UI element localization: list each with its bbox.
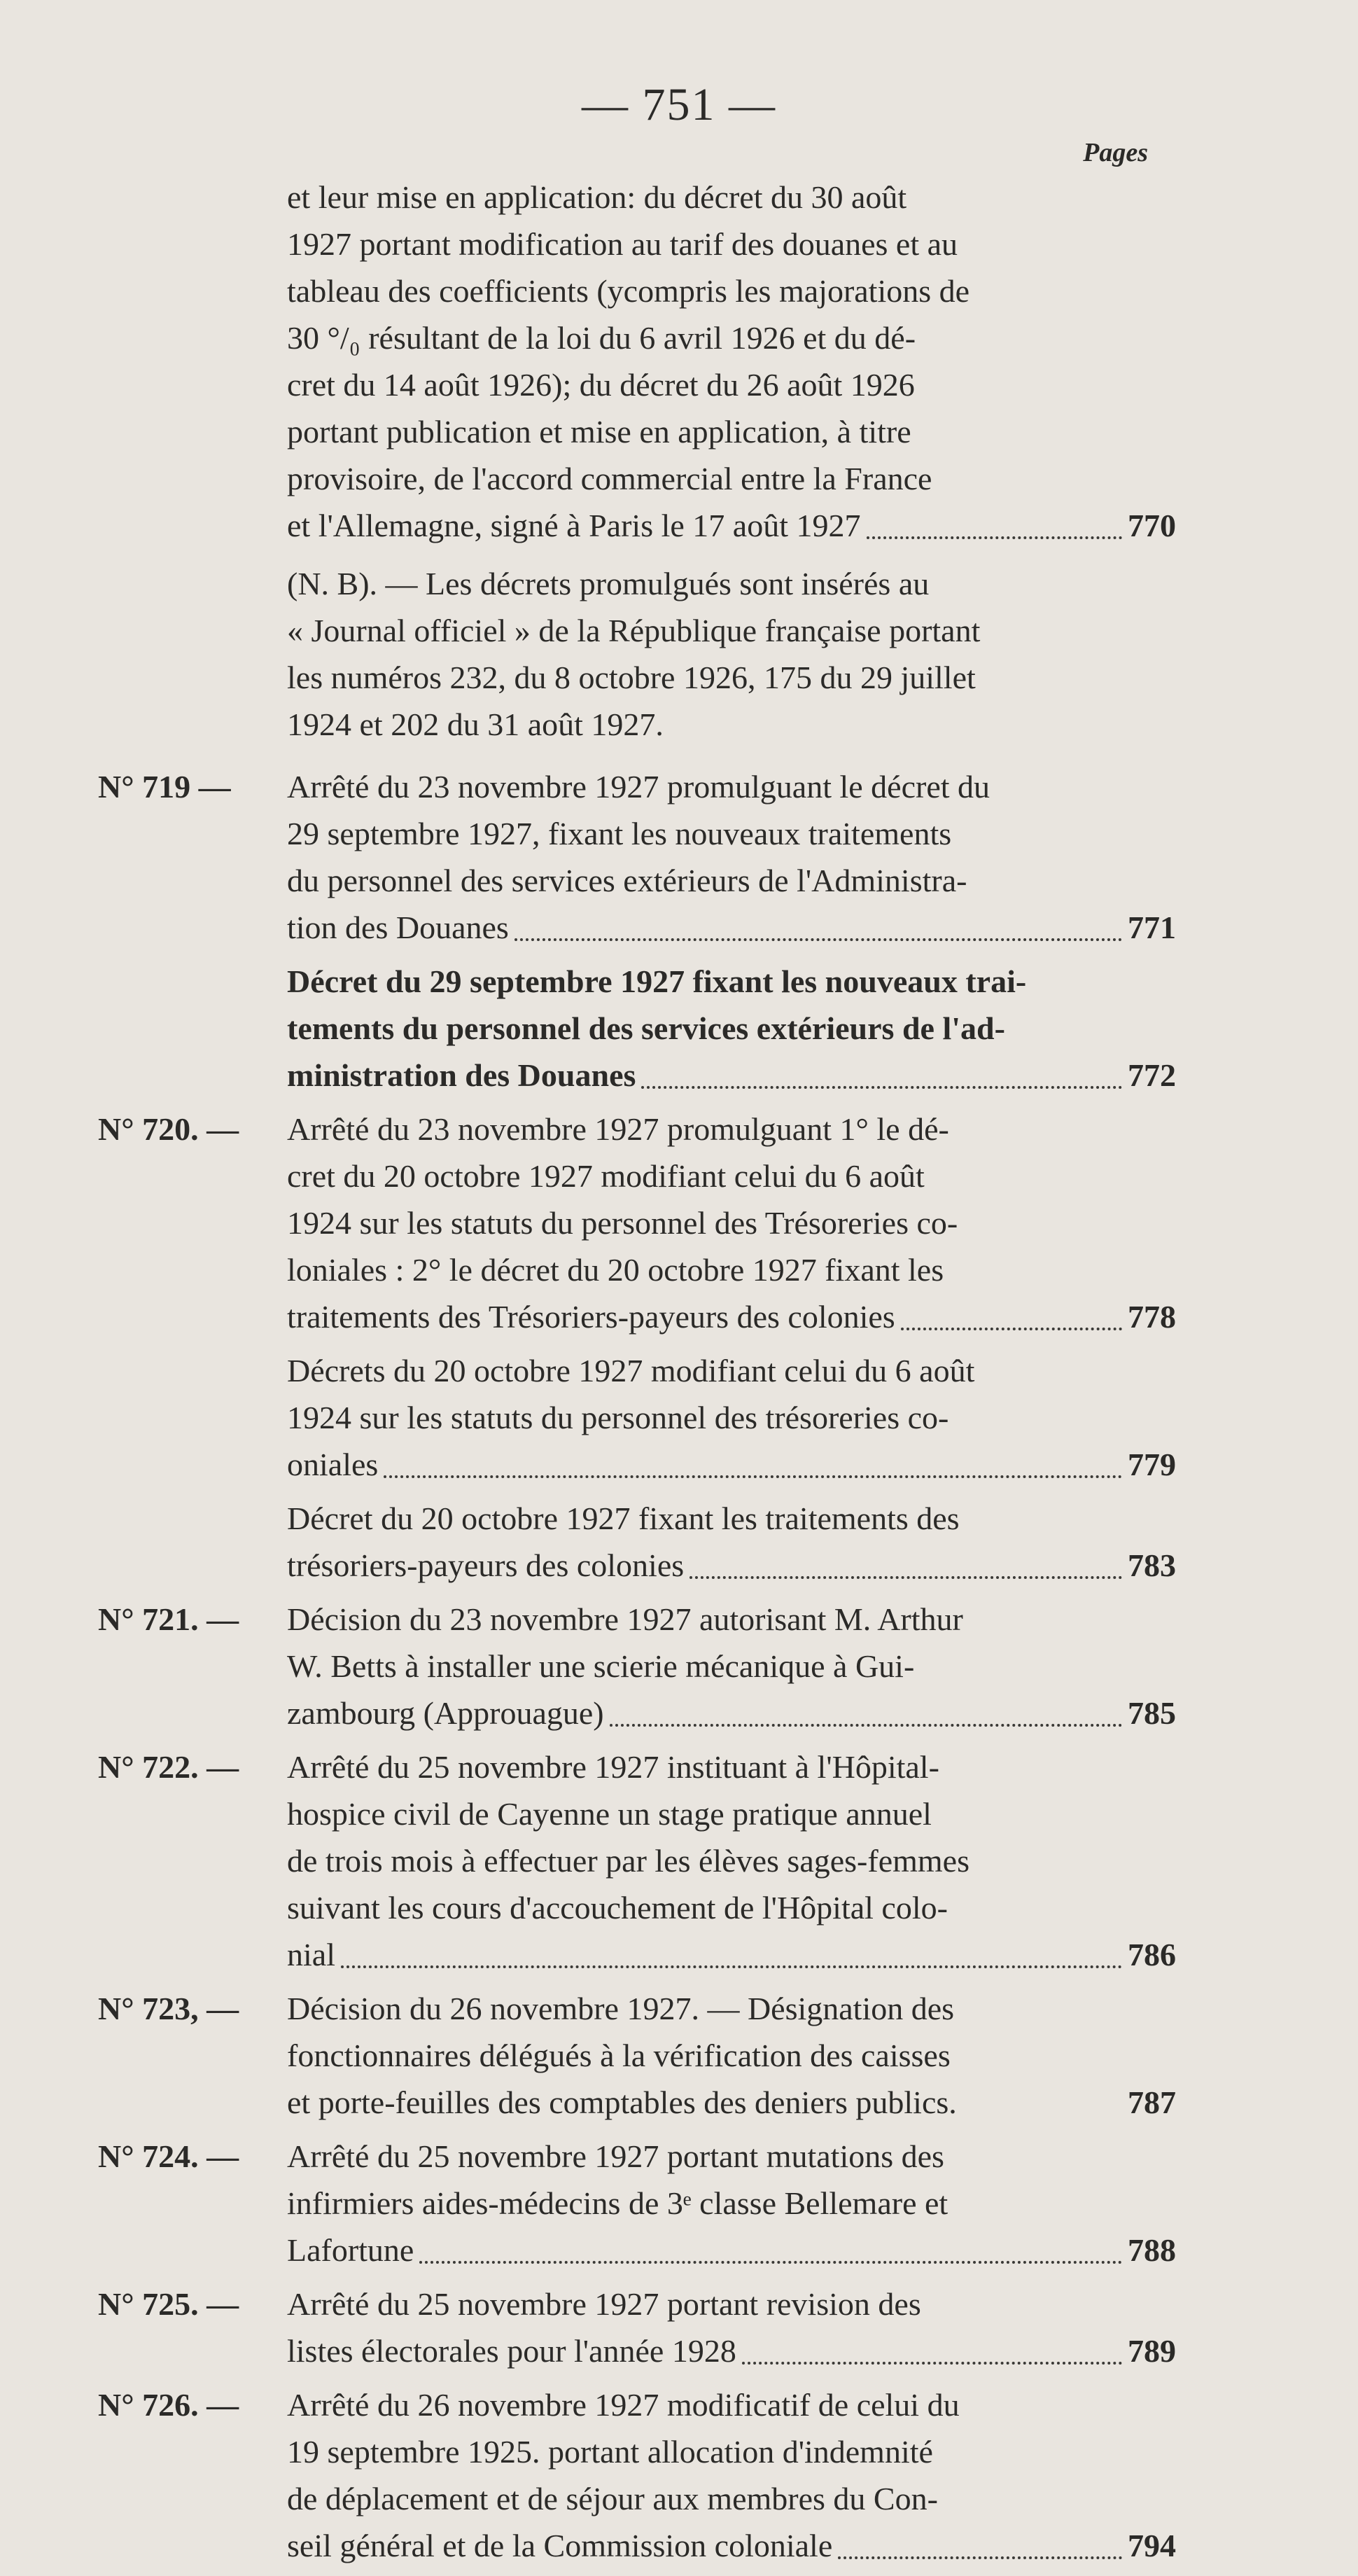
entry-line: portant publication et mise en application, à titre [287,414,911,450]
dot-leader [419,2261,1122,2264]
entry-line: Décision du 26 novembre 1927. — Désignation des [287,1991,955,2026]
entry-text: nial [287,1937,335,1972]
entry-last-line [287,1441,1176,1488]
entry-number: N° 719 — [98,769,231,805]
entry-line: 1924 sur les statuts du personnel des trésoreries co- [287,1400,949,1435]
toc-entry-726 [98,2381,1176,2569]
entry-line: Arrêté du 25 novembre 1927 instituant à l'Hôpital- [287,1749,939,1785]
note-line: les numéros 232, du 8 octobre 1926, 175 du 29 juillet [287,660,976,695]
toc-entry-720 [98,1106,1176,1340]
entry-line: cret du 14 août 1926); du décret du 26 août 1926 [287,367,915,403]
entry-text: listes électorales pour l'année 1928 [287,2333,736,2369]
entry-line: loniales : 2° le décret du 20 octobre 1927 fixant les [287,1252,944,1288]
page-ref: 778 [1128,1299,1176,1335]
nb-note [98,560,1176,748]
page-ref: 772 [1128,1057,1176,1093]
entry-line: Décision du 23 novembre 1927 autorisant M. Arthur [287,1601,963,1637]
page-ref: 794 [1128,2528,1176,2563]
dot-leader [838,2556,1122,2559]
intro-entry [98,174,1176,549]
entry-text: ministration des Douanes [287,1057,636,1093]
entry-line: fonctionnaires délégués à la vérification des caisses [287,2038,951,2073]
entry-text: seil général et de la Commission coloniale [287,2528,833,2563]
dot-leader [901,1328,1122,1330]
entry-last-line [287,904,1176,951]
dot-leader [867,536,1123,539]
toc-subentry [98,1347,1176,1488]
entry-last-line [287,1542,1176,1589]
entry-text: tion des Douanes [287,910,509,945]
toc-entry-719 [98,763,1176,951]
entry-last-line [287,1931,1176,1978]
pages-column-label: Pages [1083,138,1148,167]
table-of-contents [98,174,1176,2576]
toc-entry-721 [98,1596,1176,1736]
entry-line: 1927 portant modification au tarif des douanes et au [287,226,958,262]
dot-leader [384,1475,1122,1478]
note-line: (N. B). — Les décrets promulgués sont insérés au [287,566,930,601]
entry-last-line [287,1293,1176,1340]
entry-line: tements du personnel des services extérieurs de l'ad- [287,1010,1005,1046]
toc-subentry [98,1495,1176,1589]
entry-line: 19 septembre 1925. portant allocation d'indemnité [287,2434,933,2470]
page-ref: 787 [1128,2084,1176,2120]
toc-entry-723 [98,1985,1176,2126]
entry-line: 30 °/₀ résultant de la loi du 6 avril 1926 et du dé- [287,320,916,356]
page-number: — 751 — [582,79,776,130]
entry-line: Arrêté du 25 novembre 1927 portant revision des [287,2286,921,2322]
entry-text: et l'Allemagne, signé à Paris le 17 août 1927 [287,508,861,543]
toc-subentry [98,958,1176,1099]
entry-line: provisoire, de l'accord commercial entre la France [287,461,932,496]
entry-line: hospice civil de Cayenne un stage pratique annuel [287,1796,932,1832]
entry-line: du personnel des services extérieurs de l'Administra- [287,863,967,898]
entry-line: W. Betts à installer une scierie mécanique à Gui- [287,1648,915,1684]
entry-number: N° 722. — [98,1749,239,1785]
entry-text: trésoriers-payeurs des colonies [287,1547,685,1583]
entry-text: Lafortune [287,2232,414,2268]
dot-leader [514,938,1122,941]
entry-line: infirmiers aides-médecins de 3ᵉ classe Bellemare et [287,2185,948,2221]
entry-line: cret du 20 octobre 1927 modifiant celui du 6 août [287,1158,925,1194]
dot-leader [610,1724,1122,1727]
entry-number: N° 721. — [98,1601,239,1637]
entry-last-line [287,2227,1176,2274]
toc-entry-722 [98,1743,1176,1978]
entry-line: Arrêté du 23 novembre 1927 promulguant le décret du [287,769,990,805]
note-line: 1924 et 202 du 31 août 1927. [287,706,664,742]
entry-line: et leur mise en application: du décret du 30 août [287,179,907,215]
page-ref: 771 [1128,910,1176,945]
toc-entry-725 [98,2281,1176,2374]
entry-line: Décrets du 20 octobre 1927 modifiant celui du 6 août [287,1353,975,1388]
entry-line: Arrêté du 26 novembre 1927 modificatif de celui du [287,2387,960,2423]
entry-last-line [287,1690,1176,1736]
entry-last-line [287,1052,1176,1099]
page-ref: 786 [1128,1937,1176,1972]
entry-line: 29 septembre 1927, fixant les nouveaux traitements [287,816,952,851]
entry-line: suivant les cours d'accouchement de l'Hôpital colo- [287,1890,948,1926]
page-ref: 785 [1128,1695,1176,1731]
entry-last-line [287,502,1176,549]
entry-text: zambourg (Approuague) [287,1695,604,1731]
entry-text: et porte-feuilles des comptables des deniers publics. [287,2084,957,2120]
entry-text: traitements des Trésoriers-payeurs des colonies [287,1299,895,1335]
entry-last-line [287,2079,1176,2126]
entry-last-line [287,2522,1176,2569]
dot-leader [742,2362,1122,2365]
entry-line: Arrêté du 25 novembre 1927 portant mutations des [287,2138,944,2174]
page-ref: 779 [1128,1447,1176,1482]
dot-leader [341,1965,1122,1968]
toc-entry-724 [98,2133,1176,2274]
dot-leader [690,1576,1122,1579]
entry-number: N° 726. — [98,2387,239,2423]
entry-last-line [287,2327,1176,2374]
entry-line: Décret du 20 octobre 1927 fixant les traitements des [287,1501,960,1536]
dot-leader [641,1086,1122,1089]
page-ref: 789 [1128,2333,1176,2369]
entry-line: tableau des coefficients (ycompris les majorations de [287,273,970,309]
entry-line: Décret du 29 septembre 1927 fixant les nouveaux trai- [287,963,1027,999]
entry-number: N° 725. — [98,2286,239,2322]
entry-number: N° 724. — [98,2138,239,2174]
entry-number: N° 720. — [98,1111,239,1147]
entry-line: Arrêté du 23 novembre 1927 promulguant 1° le dé- [287,1111,949,1147]
entry-line: de trois mois à effectuer par les élèves sages-femmes [287,1843,969,1879]
page-ref: 783 [1128,1547,1176,1583]
entry-text: oniales [287,1447,379,1482]
note-line: « Journal officiel » de la République française portant [287,613,981,648]
entry-number: N° 723, — [98,1991,239,2026]
entry-line: 1924 sur les statuts du personnel des Trésoreries co- [287,1205,958,1241]
page-ref: 788 [1128,2232,1176,2268]
page-ref: 770 [1128,508,1176,543]
entry-line: de déplacement et de séjour aux membres du Con- [287,2481,938,2516]
